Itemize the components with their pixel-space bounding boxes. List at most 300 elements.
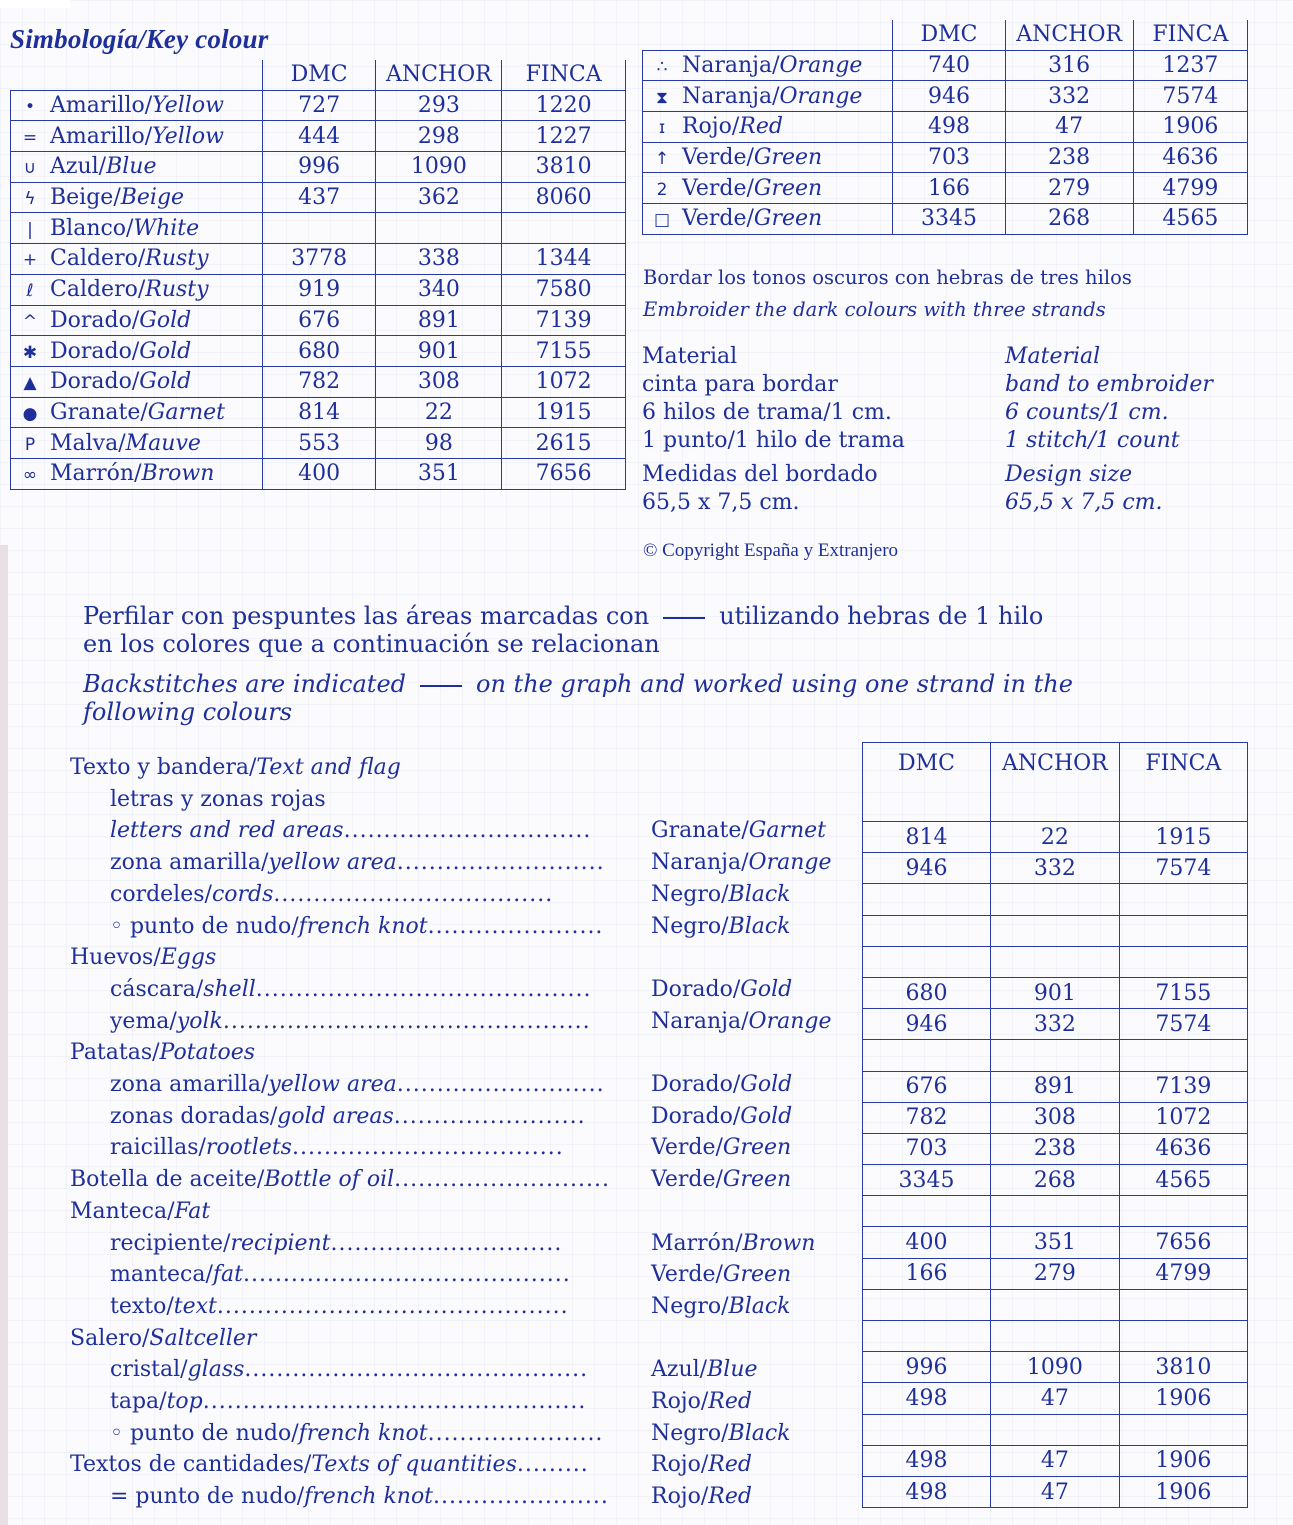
thread-color-en: Red (708, 1484, 752, 1510)
backstitch-item (70, 1449, 589, 1481)
thread-color (651, 1164, 791, 1196)
thread-color-en: Brown (742, 1230, 816, 1256)
backstitch-item (70, 942, 216, 974)
anchor-value: 22 (991, 822, 1120, 853)
stitch-symbol-icon: ⧗ (656, 87, 668, 108)
backstitch-item (110, 1101, 586, 1133)
thread-color-es: Negro/ (651, 913, 729, 939)
backstitch-table-row (863, 853, 1248, 884)
finca-value: 1072 (1119, 1102, 1247, 1133)
item-name-en: rootlets (205, 1135, 292, 1161)
dmc-value: 676 (262, 305, 376, 336)
item-name-en: french knot (298, 1420, 428, 1446)
backstitch-row (70, 1196, 860, 1228)
item-name-es: recipiente/ (110, 1230, 231, 1256)
item-name-en: Potatoes (159, 1040, 256, 1066)
leader-dots: ......................................... (242, 1262, 571, 1288)
backstitch-line-symbol (663, 617, 705, 619)
thread-color-es: Negro/ (651, 1293, 729, 1319)
thread-color-en: Green (722, 1167, 792, 1193)
dmc-value: 676 (863, 1071, 991, 1102)
finca-value: 1906 (1119, 1383, 1247, 1414)
backstitch-item (110, 815, 591, 847)
leader-dots: ........................ (393, 1103, 586, 1129)
thread-color (651, 1449, 752, 1481)
thread-color-en: Garnet (748, 818, 827, 844)
key-row (11, 182, 626, 213)
color-name-es: Marrón/ (43, 461, 142, 487)
key-table-right (642, 20, 1248, 235)
backstitch-table-row (863, 1227, 1248, 1258)
backstitch-en-line1: Backstitches are indicated (83, 670, 407, 698)
item-name-es: manteca/ (110, 1262, 213, 1288)
backstitch-item (110, 1259, 571, 1291)
color-name-en: Beige (120, 185, 185, 211)
dmc-value: 437 (262, 182, 376, 213)
finca-value: 7155 (1119, 977, 1247, 1008)
anchor-value: 332 (991, 1009, 1120, 1040)
color-name-es: Amarillo/ (43, 123, 153, 149)
backstitch-table-row (863, 1009, 1248, 1040)
backstitch-item (70, 752, 401, 784)
finca-value: 4799 (1119, 1258, 1247, 1289)
copyright-notice: © Copyright España y Extranjero (643, 540, 899, 561)
dmc-value: 498 (863, 1383, 991, 1414)
leader-dots: ................................... (273, 881, 554, 907)
finca-value: 7574 (1119, 853, 1247, 884)
color-name-en: Rusty (145, 246, 209, 272)
item-name-en: Fat (174, 1198, 211, 1224)
anchor-value: 338 (376, 244, 502, 275)
item-name-en: Text and flag (256, 755, 401, 780)
backstitch-item (110, 1386, 586, 1418)
thread-color-es: Naranja/ (651, 850, 749, 876)
anchor-value: 293 (376, 90, 502, 121)
leader-dots: ...................... (433, 1484, 609, 1510)
backstitch-item (70, 1196, 210, 1228)
item-name-es: cordeles/ (110, 881, 212, 907)
finca-value: 1906 (1119, 1476, 1247, 1507)
stitch-symbol-icon: = (22, 127, 38, 148)
dmc-value: 946 (863, 1009, 991, 1040)
dmc-value: 740 (893, 50, 1005, 81)
item-name-en: Bottle of oil (264, 1167, 395, 1193)
key-label (11, 366, 263, 397)
stitch-symbol-icon: ℓ (26, 281, 34, 302)
finca-value: 3810 (502, 152, 626, 183)
key-row (11, 397, 626, 428)
dmc-value: 166 (863, 1258, 991, 1289)
finca-value: 1906 (1133, 112, 1247, 143)
dmc-value: 996 (262, 152, 376, 183)
thread-color-en: Gold (740, 976, 793, 1002)
thread-color (651, 1354, 758, 1386)
thread-color-en: Gold (740, 1103, 793, 1129)
key-label (11, 182, 263, 213)
finca-value: 4799 (1133, 173, 1247, 204)
key-row (643, 50, 1248, 81)
finca-value: 7139 (1119, 1071, 1247, 1102)
finca-value (1119, 946, 1247, 977)
stitch-symbol-icon: ϟ (24, 189, 36, 210)
backstitch-row (70, 1101, 860, 1133)
backstitch-item (110, 1354, 588, 1386)
item-name-es: Textos de cantidades/ (70, 1452, 312, 1478)
leader-dots: .......................................... (255, 976, 592, 1002)
anchor-value: 47 (991, 1445, 1120, 1476)
backstitch-item (110, 784, 326, 816)
finca-value: 1915 (1119, 822, 1247, 853)
backstitch-es-line1: Perfilar con pespuntes las áreas marcadas con (83, 602, 650, 630)
key-row (11, 428, 626, 459)
color-name-en: Green (753, 175, 823, 201)
finca-value (1119, 1040, 1247, 1071)
backstitch-line-symbol-en (420, 685, 462, 687)
finca-value: 8060 (502, 182, 626, 213)
dmc-value: 400 (262, 458, 376, 489)
backstitch-item (110, 1481, 609, 1513)
scan-edge-top (0, 0, 70, 8)
thread-color (651, 1228, 815, 1260)
thread-color (651, 1418, 791, 1450)
backstitch-table-row (863, 1445, 1248, 1476)
finca-value: 7656 (502, 458, 626, 489)
anchor-value: 1090 (991, 1352, 1120, 1383)
backstitch-row (70, 1006, 860, 1038)
thread-color-es: Verde/ (651, 1262, 723, 1288)
stitch-symbol-icon: • (24, 97, 36, 118)
thread-color-en: Red (708, 1389, 752, 1414)
header-blank (11, 60, 263, 90)
backstitch-row (70, 1386, 860, 1418)
key-label (643, 142, 893, 173)
key-label (11, 90, 263, 121)
item-name-en: yellow area (268, 1072, 397, 1097)
color-name-en: Gold (139, 307, 192, 333)
material-en-line: 65,5 x 7,5 cm. (1005, 490, 1163, 515)
anchor-value: 901 (991, 977, 1120, 1008)
anchor-value: 351 (991, 1227, 1120, 1258)
backstitch-row (70, 911, 860, 943)
backstitch-row (70, 1418, 860, 1450)
thread-color (651, 879, 791, 911)
anchor-value (991, 1321, 1120, 1352)
anchor-value (991, 1196, 1120, 1227)
header-blank (643, 20, 893, 50)
finca-value: 7139 (502, 305, 626, 336)
key-row (11, 213, 626, 244)
item-name-es: ◦ punto de nudo/ (110, 1420, 299, 1446)
key-row (11, 90, 626, 121)
column-header-anchor: ANCHOR (1005, 20, 1133, 50)
backstitch-item (110, 1006, 591, 1038)
item-name-en: top (166, 1389, 203, 1414)
color-name-es: Blanco/ (43, 215, 134, 241)
item-name-en: french knot (304, 1484, 434, 1510)
finca-value: 1220 (502, 90, 626, 121)
leader-dots: .......................... (396, 1072, 605, 1097)
anchor-value: 279 (991, 1258, 1120, 1289)
thread-color (651, 974, 792, 1006)
backstitch-item (110, 1132, 564, 1164)
finca-value: 1906 (1119, 1445, 1247, 1476)
material-en (1005, 343, 1213, 517)
key-label (11, 428, 263, 459)
color-name-en: Red (739, 114, 783, 140)
column-header-finca: FINCA (502, 60, 626, 90)
anchor-value (376, 213, 502, 244)
item-name-en: Eggs (160, 945, 217, 971)
item-name-es: yema/ (110, 1008, 177, 1034)
anchor-value: 308 (991, 1102, 1120, 1133)
backstitch-en-line2: on the graph and worked using one strand in the (476, 670, 1073, 698)
leader-dots: ........................................... (244, 1357, 589, 1383)
stitch-symbol-icon: ↑ (654, 149, 670, 170)
column-header-anchor: ANCHOR (991, 743, 1120, 822)
key-row (643, 173, 1248, 204)
backstitch-table-row (863, 946, 1248, 977)
backstitch-item (70, 1037, 255, 1069)
key-row (11, 152, 626, 183)
thread-color (651, 1069, 792, 1101)
stitch-symbol-icon: ^ (22, 311, 38, 332)
backstitch-table (862, 742, 1248, 1508)
dmc-value: 727 (262, 90, 376, 121)
key-label (11, 458, 263, 489)
color-name-en: White (133, 215, 200, 241)
thread-color-en: Black (728, 1293, 791, 1319)
finca-value: 7656 (1119, 1227, 1247, 1258)
backstitch-item (110, 911, 603, 943)
color-name-en: Mauve (125, 430, 201, 456)
key-row (11, 274, 626, 305)
material-es-line: Material (642, 344, 738, 369)
anchor-value: 891 (376, 305, 502, 336)
key-row (11, 458, 626, 489)
key-row (643, 112, 1248, 143)
material-es (642, 343, 905, 517)
key-row (11, 366, 626, 397)
item-name-en: letters and red areas (110, 818, 344, 844)
leader-dots: ...................... (427, 913, 604, 939)
dmc-value: 444 (262, 121, 376, 152)
backstitch-row (70, 784, 860, 816)
backstitch-item (110, 1291, 569, 1323)
dmc-value: 919 (262, 274, 376, 305)
anchor-value: 340 (376, 274, 502, 305)
thread-color-es: Marrón/ (651, 1230, 743, 1256)
backstitch-row (70, 942, 860, 974)
backstitch-table-row (863, 1165, 1248, 1196)
item-name-en: recipient (230, 1230, 331, 1256)
dmc-value (863, 1196, 991, 1227)
item-name-en: Texts of quantities (311, 1452, 517, 1478)
backstitch-table-row (863, 1133, 1248, 1164)
finca-value: 4565 (1119, 1165, 1247, 1196)
color-name-en: Brown (141, 461, 215, 487)
backstitch-table-row (863, 1352, 1248, 1383)
backstitch-item (70, 1323, 256, 1355)
color-name-es: Verde/ (675, 145, 754, 171)
anchor-value: 351 (376, 458, 502, 489)
leader-dots: ......... (516, 1452, 589, 1478)
leader-dots: ............................. (330, 1230, 563, 1256)
item-name-es: zona amarilla/ (110, 1072, 269, 1097)
backstitch-row (70, 1323, 860, 1355)
leader-dots: ............................... (343, 818, 592, 844)
key-row (11, 336, 626, 367)
backstitch-row (70, 1037, 860, 1069)
leader-dots: ........................... (394, 1167, 610, 1193)
anchor-value: 316 (1005, 50, 1133, 81)
dmc-value: 946 (893, 81, 1005, 112)
thread-color (651, 1132, 791, 1164)
thread-color (651, 1481, 752, 1513)
column-header-anchor: ANCHOR (376, 60, 502, 90)
leader-dots: ...................... (427, 1420, 604, 1446)
item-name-es: cristal/ (110, 1357, 188, 1383)
thread-color-es: Rojo/ (651, 1452, 709, 1478)
anchor-value: 891 (991, 1071, 1120, 1102)
dmc-value: 996 (863, 1352, 991, 1383)
backstitch-table-row (863, 1414, 1248, 1445)
scan-edge-left (0, 545, 8, 1525)
item-name-en: yolk (176, 1008, 223, 1034)
stitch-symbol-icon: ∪ (23, 158, 37, 179)
leader-dots: .............................................. (222, 1008, 591, 1034)
column-header-dmc: DMC (893, 20, 1005, 50)
backstitch-en-line3: following colours (83, 698, 293, 726)
item-name-en: yellow area (268, 850, 397, 876)
key-label (643, 50, 893, 81)
thread-color-es: Verde/ (651, 1135, 723, 1161)
thread-color-en: Blue (707, 1357, 758, 1383)
key-label (643, 112, 893, 143)
leader-dots: .......................... (396, 850, 605, 876)
item-name-es: Huevos/ (70, 945, 161, 971)
thread-color-es: Verde/ (651, 1167, 723, 1193)
anchor-value (991, 884, 1120, 915)
stitch-symbol-icon: ∞ (22, 465, 38, 486)
key-row (643, 142, 1248, 173)
item-name-es: ◦ punto de nudo/ (110, 913, 299, 939)
backstitch-table-row (863, 1071, 1248, 1102)
stitch-symbol-icon: ɪ (658, 118, 666, 139)
item-name-es: zona amarilla/ (110, 850, 269, 876)
item-name-es: raicillas/ (110, 1135, 206, 1161)
anchor-value: 47 (991, 1476, 1120, 1507)
color-name-en: Gold (139, 369, 192, 395)
backstitch-row (70, 974, 860, 1006)
item-name-en: Saltceller (149, 1325, 257, 1351)
key-label (11, 305, 263, 336)
dmc-value (863, 1414, 991, 1445)
backstitch-es-line2: utilizando hebras de 1 hilo (719, 602, 1044, 630)
thread-color (651, 1259, 791, 1291)
dmc-value: 782 (863, 1102, 991, 1133)
backstitch-item (110, 974, 592, 1006)
backstitch-table-row (863, 1102, 1248, 1133)
thread-color-en: Black (728, 913, 791, 939)
finca-value: 3810 (1119, 1352, 1247, 1383)
thread-color (651, 1291, 791, 1323)
material-en-line: 6 counts/1 cm. (1005, 400, 1169, 425)
color-name-es: Granate/ (43, 399, 148, 425)
backstitch-instructions (83, 602, 1073, 726)
backstitch-item (110, 1418, 603, 1450)
page-title: Simbología/Key colour (10, 24, 269, 54)
color-name-en: Orange (779, 83, 863, 109)
dmc-value (262, 213, 376, 244)
item-name-es: Texto y bandera/ (70, 755, 257, 780)
item-name-es: texto/ (110, 1293, 174, 1319)
color-name-es: Dorado/ (43, 369, 140, 395)
dmc-value: 703 (893, 142, 1005, 173)
finca-value (1119, 1196, 1247, 1227)
thread-color-es: Azul/ (651, 1357, 708, 1383)
backstitch-table-row (863, 1383, 1248, 1414)
backstitch-row (70, 1228, 860, 1260)
material-es-line: 1 punto/1 hilo de trama (642, 428, 905, 453)
dmc-value (863, 1321, 991, 1352)
key-row (643, 81, 1248, 112)
dmc-value: 680 (863, 977, 991, 1008)
finca-value: 1072 (502, 366, 626, 397)
dmc-value: 498 (863, 1445, 991, 1476)
thread-color-es: Naranja/ (651, 1008, 749, 1034)
backstitch-row (70, 752, 860, 784)
column-header-finca: FINCA (1133, 20, 1247, 50)
dmc-value: 946 (863, 853, 991, 884)
dmc-value: 498 (893, 112, 1005, 143)
dmc-value: 498 (863, 1476, 991, 1507)
color-name-es: Verde/ (675, 175, 754, 201)
thread-color (651, 1101, 792, 1133)
color-name-en: Blue (106, 154, 157, 180)
column-header-finca: FINCA (1119, 743, 1247, 822)
finca-value: 4636 (1133, 142, 1247, 173)
backstitch-table-row (863, 822, 1248, 853)
stitch-symbol-icon: ▲ (23, 373, 37, 394)
stitch-symbol-icon: + (22, 250, 38, 271)
dmc-value: 166 (893, 173, 1005, 204)
finca-value: 7574 (1119, 1009, 1247, 1040)
item-name-en: cords (211, 881, 274, 907)
thread-color-es: Rojo/ (651, 1389, 709, 1414)
thread-color-es: Negro/ (651, 881, 729, 907)
key-row (11, 244, 626, 275)
item-name-es: cáscara/ (110, 976, 204, 1002)
material-en-line: 1 stitch/1 count (1005, 428, 1180, 453)
key-label (11, 121, 263, 152)
thread-color-en: Black (728, 1420, 791, 1446)
item-name-en: gold areas (277, 1103, 394, 1129)
key-label (11, 152, 263, 183)
color-name-en: Yellow (152, 123, 224, 149)
thread-color-es: Dorado/ (651, 1072, 741, 1097)
backstitch-table-row (863, 1040, 1248, 1071)
color-name-es: Caldero/ (43, 277, 146, 303)
material-es-line: 65,5 x 7,5 cm. (642, 490, 800, 515)
thread-color-es: Negro/ (651, 1420, 729, 1446)
backstitch-row (70, 1481, 860, 1513)
item-name-en: glass (187, 1357, 245, 1383)
dmc-value: 782 (262, 366, 376, 397)
item-name-es: Botella de aceite/ (70, 1167, 265, 1193)
anchor-value: 298 (376, 121, 502, 152)
stitch-symbol-icon: P (24, 434, 36, 455)
thread-color-en: Green (722, 1135, 792, 1161)
